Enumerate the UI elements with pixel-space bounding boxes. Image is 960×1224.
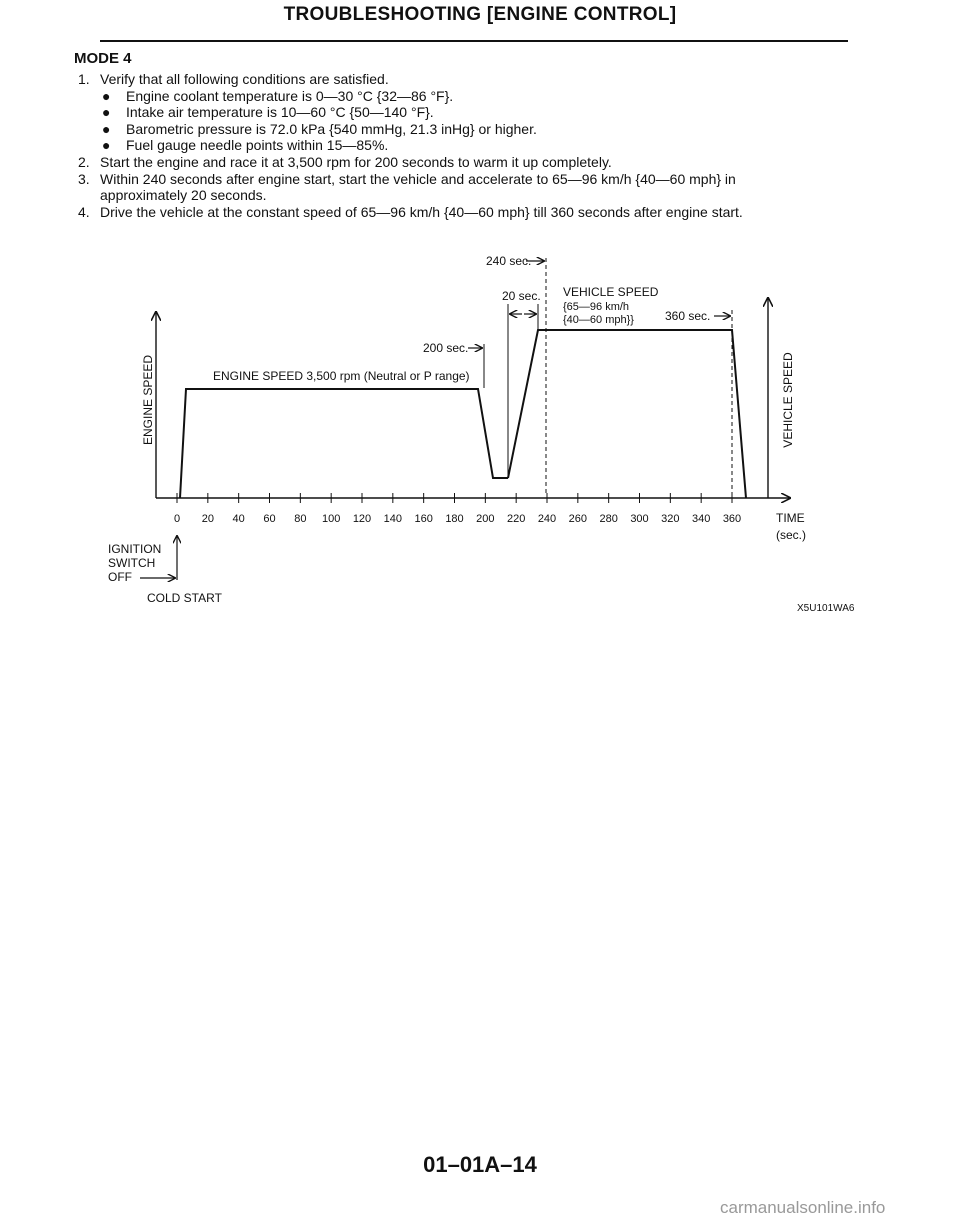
annotation-200sec: 200 sec. <box>423 341 469 355</box>
vehicle-speed-range-mph: {40—60 mph}} <box>563 314 634 326</box>
ignition-label-line1: IGNITION <box>108 542 162 556</box>
watermark: carmanualsonline.info <box>720 1198 886 1217</box>
x-tick-label: 120 <box>352 513 372 525</box>
condition-text: Fuel gauge needle points within 15—85%. <box>126 137 389 154</box>
bullet-icon: ● <box>102 104 111 121</box>
ignition-label-line2: SWITCH <box>108 556 156 570</box>
bullet-icon: ● <box>102 87 111 104</box>
bullet-icon: ● <box>102 120 111 137</box>
right-y-axis-label: VEHICLE SPEED <box>781 352 795 448</box>
x-tick-label: 360 <box>722 513 742 525</box>
engine-speed-label: ENGINE SPEED 3,500 rpm (Neutral or P range) <box>213 369 470 383</box>
ignition-label-line3: OFF <box>108 570 132 584</box>
page-title: TROUBLESHOOTING [ENGINE CONTROL] <box>283 4 677 25</box>
step-number: 4. <box>78 203 90 220</box>
step-text: Drive the vehicle at the constant speed of 65—96 km/h {40—60 mph} till 360 seconds after engine start. <box>100 203 743 220</box>
x-tick-label: 340 <box>691 513 711 525</box>
step-number: 1. <box>78 71 90 87</box>
x-tick-label: 0 <box>173 513 181 525</box>
page-number: 01–01A–14 <box>423 1152 537 1177</box>
figure-code: X5U101WA6 <box>797 603 855 614</box>
bullet-icon: ● <box>102 137 111 154</box>
vehicle-speed-trace <box>508 330 746 498</box>
x-tick-label: 220 <box>506 513 526 525</box>
cold-start-label: COLD START <box>147 591 222 605</box>
x-tick-label: 260 <box>568 513 588 525</box>
x-tick-label: 320 <box>661 513 680 525</box>
x-tick-label: 160 <box>414 513 433 525</box>
condition-text: Intake air temperature is 10—60 °C {50—140 °F}. <box>126 104 434 121</box>
step-number: 2. <box>78 153 90 170</box>
x-tick-label: 300 <box>630 513 649 525</box>
engine-speed-trace <box>180 389 508 498</box>
step-text: Start the engine and race it at 3,500 rpm for 200 seconds to warm it up completely. <box>100 153 612 170</box>
step-3-continuation: approximately 20 seconds. <box>100 187 267 204</box>
x-tick-label: 100 <box>321 513 341 525</box>
step-number: 3. <box>78 170 90 187</box>
x-tick-label: 200 <box>476 513 495 525</box>
condition-text: Engine coolant temperature is 0—30 °C {32—86 °F}. <box>126 87 454 104</box>
condition-text: Barometric pressure is 72.0 kPa {540 mmHg, 21.3 inHg} or higher. <box>126 120 537 137</box>
x-tick-label: 280 <box>599 513 618 525</box>
annotation-360sec: 360 sec. <box>665 309 711 323</box>
x-tick-label: 60 <box>263 513 276 525</box>
x-tick-label: 180 <box>445 513 464 525</box>
vehicle-speed-range-kmh: {65—96 km/h <box>563 301 630 313</box>
x-axis-label: TIME <box>776 511 805 525</box>
step-text: Within 240 seconds after engine start, start the vehicle and accelerate to 65—96 km/h {40—60 mph} in <box>100 170 736 187</box>
x-tick-label: 20 <box>201 513 214 525</box>
x-axis-unit: (sec.) <box>776 528 806 542</box>
x-tick-label: 240 <box>537 513 557 525</box>
x-tick-label: 40 <box>232 513 245 525</box>
x-tick-label: 140 <box>383 513 403 525</box>
annotation-20sec: 20 sec. <box>502 289 541 303</box>
mode-title: MODE 4 <box>74 50 132 67</box>
x-tick-label: 80 <box>294 513 307 525</box>
annotation-240sec: 240 sec. <box>486 254 532 268</box>
left-y-axis-label: ENGINE SPEED <box>141 354 155 446</box>
vehicle-speed-label: VEHICLE SPEED <box>563 285 659 299</box>
step-text: Verify that all following conditions are satisfied. <box>100 71 389 87</box>
